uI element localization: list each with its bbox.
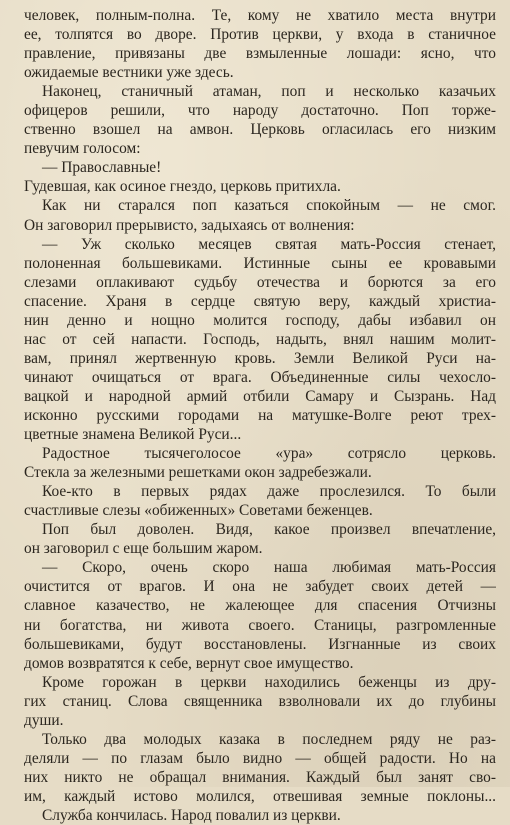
text-line: цветные знамена Великой Руси...	[24, 426, 242, 444]
text-line: Радостное тысячеголосое «ура» сотрясло церковь.	[42, 445, 496, 463]
text-line: нин денно и нощно молится господу, дабы избавил он	[24, 311, 496, 329]
text-line: вацкой и народной армий отбили Самару и Сызрань. Над	[24, 387, 496, 405]
text-line: счастливые слезы «обиженных» Советами беженцев.	[24, 502, 373, 520]
text-line: правление, привязаны две взмыленные лошади: ясно, что	[24, 45, 496, 63]
text-line: Служба кончилась. Народ повалил из церкви.	[42, 806, 341, 824]
text-line: Как ни старался поп казаться спокойным — не смог.	[42, 197, 496, 215]
text-line: домов возвратятся к себе, вернут свое имущество.	[24, 654, 354, 672]
text-line: Он заговорил прерывисто, задыхаясь от волнения:	[24, 216, 355, 234]
text-line: Гудевшая, как осиное гнездо, церковь притихла.	[24, 178, 341, 196]
text-line: — Православные!	[42, 159, 162, 177]
text-line: Только два молодых казака в последнем ряду не раз-	[42, 730, 496, 748]
text-line: спасение. Храня в сердце святую веру, каждый христиа-	[24, 292, 496, 310]
text-line: гих станиц. Слова священника взволновали их до глубины	[24, 692, 496, 710]
text-line: души.	[24, 711, 64, 729]
text-line: ни богатства, ни живота своего. Станицы, разгромленные	[24, 616, 496, 634]
text-line: Кое-кто в первых рядах даже прослезился. То были	[42, 483, 496, 501]
text-line: Поп был доволен. Видя, какое произвел впечатление,	[42, 521, 496, 539]
text-line: полоненная большевиками. Истинные сыны ее кровавыми	[24, 254, 496, 272]
text-line: них никто не обращал внимания. Каждый был занят сво-	[24, 768, 496, 786]
text-line: ственно взошел на амвон. Церковь огласилась его низким	[24, 121, 496, 139]
text-line: очистится от врагов. И она не забудет своих детей —	[24, 578, 496, 596]
text-line: офицеров решили, что народу достаточно. Поп торже-	[24, 102, 496, 120]
text-line: Стекла за железными решетками окон задребезжали.	[24, 464, 372, 482]
text-line: славное казачество, не жалеющее для спасения Отчизны	[24, 597, 496, 615]
text-line: Наконец, станичный атаман, поп и несколько казачьих	[42, 83, 496, 101]
text-line: — Уж сколько месяцев святая мать-Россия стенает,	[42, 235, 496, 253]
text-line: им, каждый истово молился, отвешивая земные поклоны...	[24, 787, 496, 805]
text-line: чинают очищаться от врага. Объединенные силы чехосло-	[24, 368, 496, 386]
text-line: человек, полным-полна. Те, кому не хватило места внутри	[24, 7, 496, 24]
text-line: большевиками, будут восстановлены. Изгнанные из своих	[24, 635, 496, 653]
page-text	[24, 6, 496, 825]
text-line: ожидаемые вестники уже здесь.	[24, 64, 234, 82]
text-line: слезами оплакивают судьбу отечества и борются за его	[24, 273, 496, 291]
text-line: деляли — по глазам было видно — общей радости. Но на	[24, 749, 496, 767]
text-line: исконно русскими городами на матушке-Волге реют трех-	[24, 406, 496, 424]
text-line: он заговорил с еще большим жаром.	[24, 540, 263, 558]
text-line: вам, принял жертвенную кровь. Земли Великой Руси на-	[24, 349, 496, 367]
text-line: ее, толпятся во дворе. Против церкви, у входа в станичное	[24, 26, 496, 44]
text-line: — Скоро, очень скоро наша любимая мать-Россия	[42, 559, 496, 577]
text-line: певучим голосом:	[24, 140, 141, 158]
text-line: Кроме горожан в церкви находились беженцы из дру-	[42, 673, 496, 691]
text-line: нас от сей напасти. Господь, надыть, внял нашим молит-	[24, 330, 496, 348]
